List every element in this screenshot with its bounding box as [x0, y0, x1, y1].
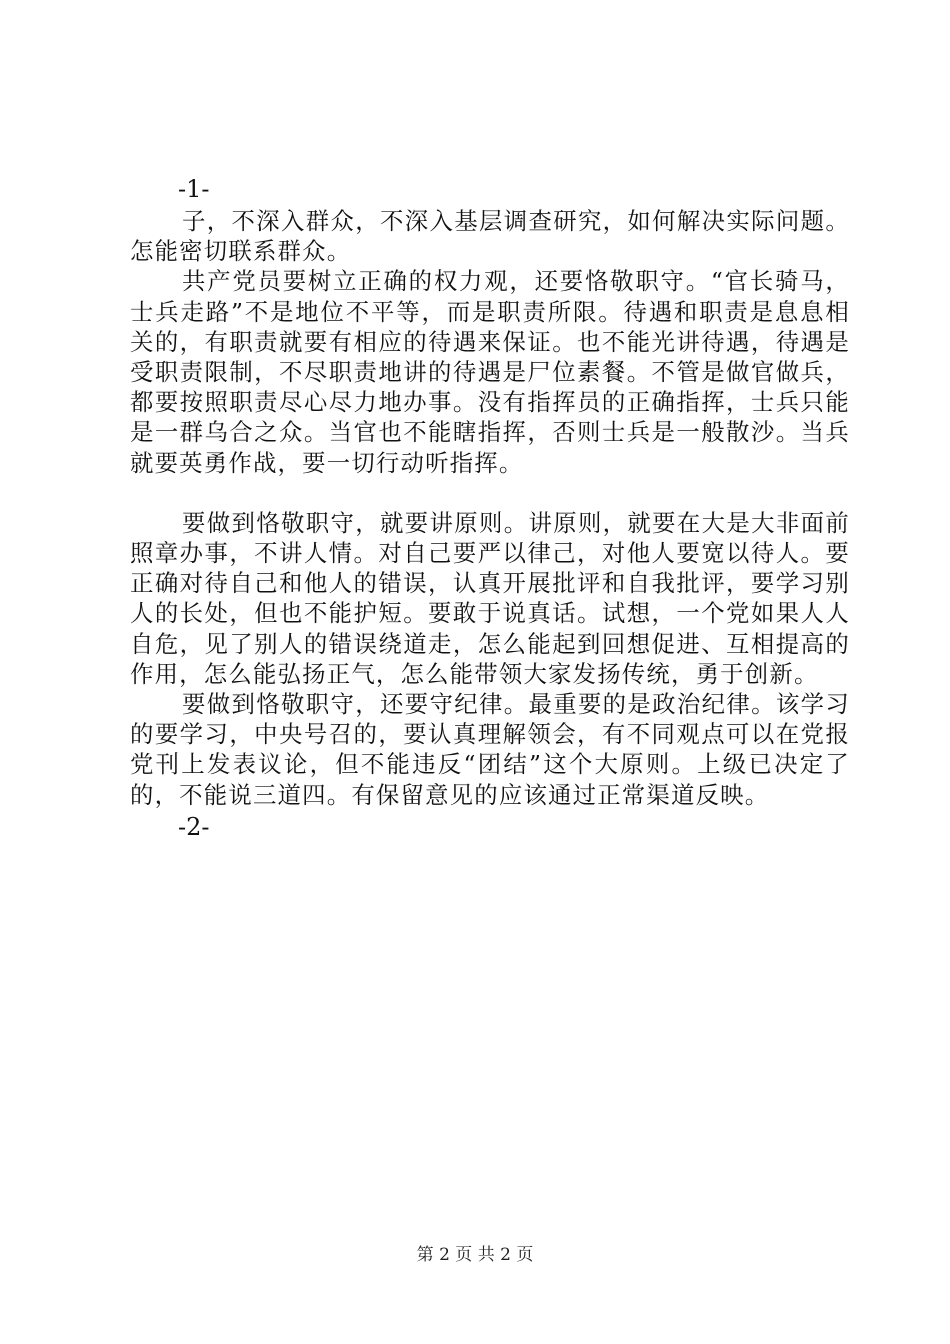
paragraph-gap [130, 478, 850, 508]
paragraph-1: 子，不深入群众，不深入基层调查研究，如何解决实际问题。怎能密切联系群众。 [130, 207, 850, 266]
page-marker-top: -1- [178, 175, 210, 203]
paragraph-2: 共产党员要树立正确的权力观，还要恪敬职守。“官长骑马，士兵走路”不是地位不平等，而是职责所限。待遇和职责是息息相关的，有职责就要有相应的待遇来保证。也不能光讲待遇，待遇是受职责限制，不尽职责地讲的待遇是尸位素餐。不管是做官做兵，都要按照职责尽心尽力地办事。没有指挥员的正确指挥，士兵只能是一群乌合之众。当官也不能瞎指挥，否则士兵是一般散沙。当兵就要英勇作战，要一切行动听指挥。 [130, 267, 850, 477]
document-body [130, 172, 850, 844]
paragraph-4: 要做到恪敬职守，还要守纪律。最重要的是政治纪律。该学习的要学习，中央号召的，要认真理解领会，有不同观点可以在党报党刊上发表议论，但不能违反“团结”这个大原则。上级已决定了的，不能说三道四。有保留意见的应该通过正常渠道反映。 [130, 690, 850, 809]
paragraph-3: 要做到恪敬职守，就要讲原则。讲原则，就要在大是大非面前照章办事，不讲人情。对自己要严以律己，对他人要宽以待人。要正确对待自己和他人的错误，认真开展批评和自我批评，要学习别人的长处，但也不能护短。要敢于说真话。试想，一个党如果人人自危，见了别人的错误绕道走，怎么能起到回想促进、互相提高的作用，怎么能弘扬正气，怎么能带领大家发扬传统，勇于创新。 [130, 508, 850, 688]
page-marker-bottom: -2- [178, 812, 210, 841]
page-footer: 第 2 页 共 2 页 [416, 1245, 534, 1265]
